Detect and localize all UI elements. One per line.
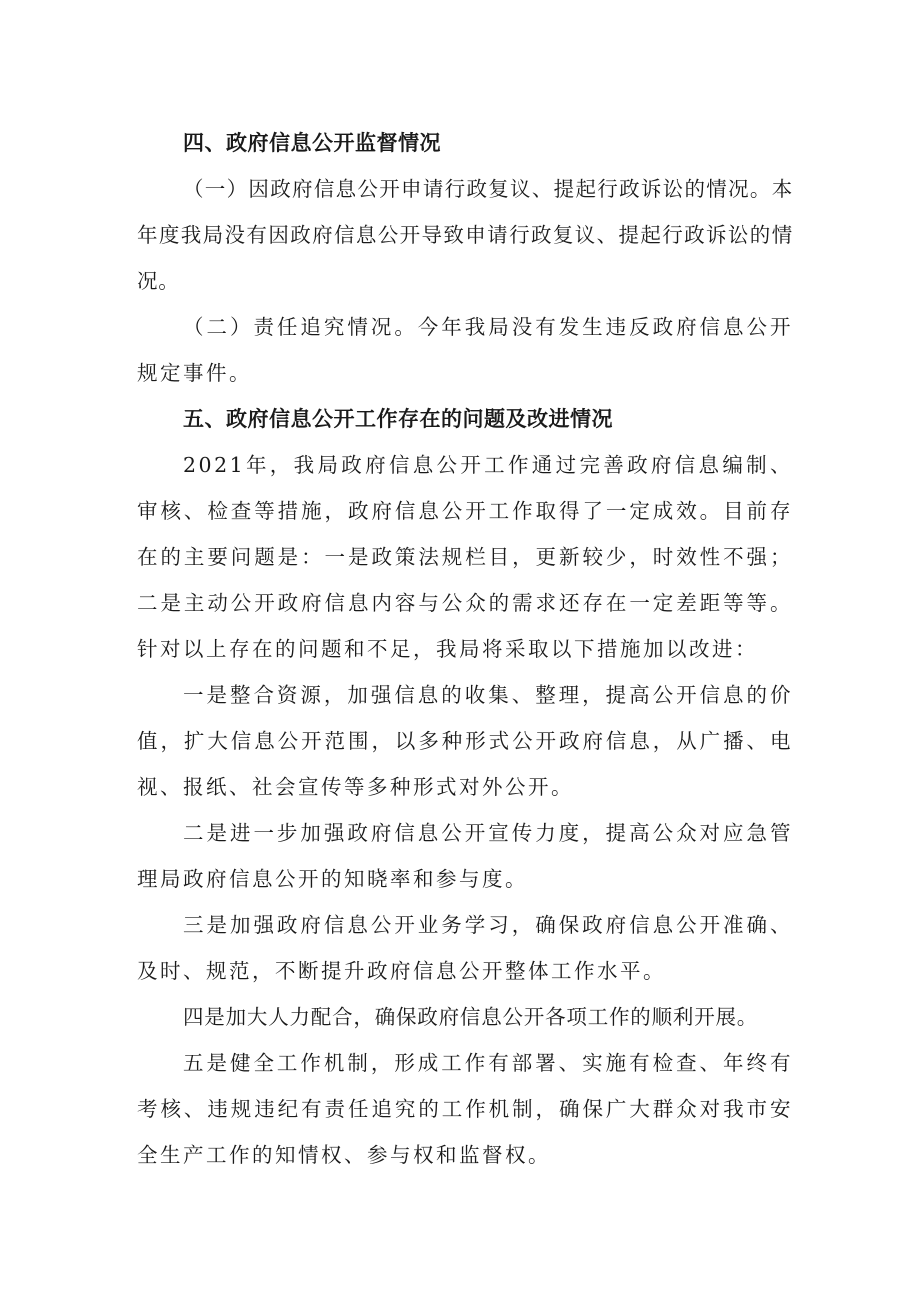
section-4-heading: 四、政府信息公开监督情况	[183, 131, 441, 155]
section-4-paragraph-2: （二）责任追究情况。今年我局没有发生违反政府信息公开规定事件。	[137, 315, 793, 385]
section-5-heading: 五、政府信息公开工作存在的问题及改进情况	[183, 407, 613, 431]
measure-4-paragraph: 四是加大人力配合，确保政府信息公开各项工作的顺利开展。	[183, 1005, 759, 1029]
document-body	[137, 120, 793, 1178]
section-5-intro-paragraph: 2021年，我局政府信息公开工作通过完善政府信息编制、审核、检查等措施，政府信息公开工作取得了一定成效。目前存在的主要问题是：一是政策法规栏目，更新较少，时效性不强；二是主动公开政府信息内容与公众的需求还存在一定差距等等。针对以上存在的问题和不足，我局将采取以下措施加以改进：	[137, 453, 793, 661]
measure-5-paragraph: 五是健全工作机制，形成工作有部署、实施有检查、年终有考核、违规违纪有责任追究的工作机制，确保广大群众对我市安全生产工作的知情权、参与权和监督权。	[137, 1051, 793, 1167]
measure-3-paragraph: 三是加强政府信息公开业务学习，确保政府信息公开准确、及时、规范，不断提升政府信息公开整体工作水平。	[137, 913, 793, 983]
measure-1-paragraph: 一是整合资源，加强信息的收集、整理，提高公开信息的价值，扩大信息公开范围，以多种形式公开政府信息，从广播、电视、报纸、社会宣传等多种形式对外公开。	[137, 683, 793, 799]
measure-2-paragraph: 二是进一步加强政府信息公开宣传力度，提高公众对应急管理局政府信息公开的知晓率和参与度。	[137, 821, 793, 891]
section-4-paragraph-1: （一）因政府信息公开申请行政复议、提起行政诉讼的情况。本年度我局没有因政府信息公开导致申请行政复议、提起行政诉讼的情况。	[137, 177, 793, 293]
